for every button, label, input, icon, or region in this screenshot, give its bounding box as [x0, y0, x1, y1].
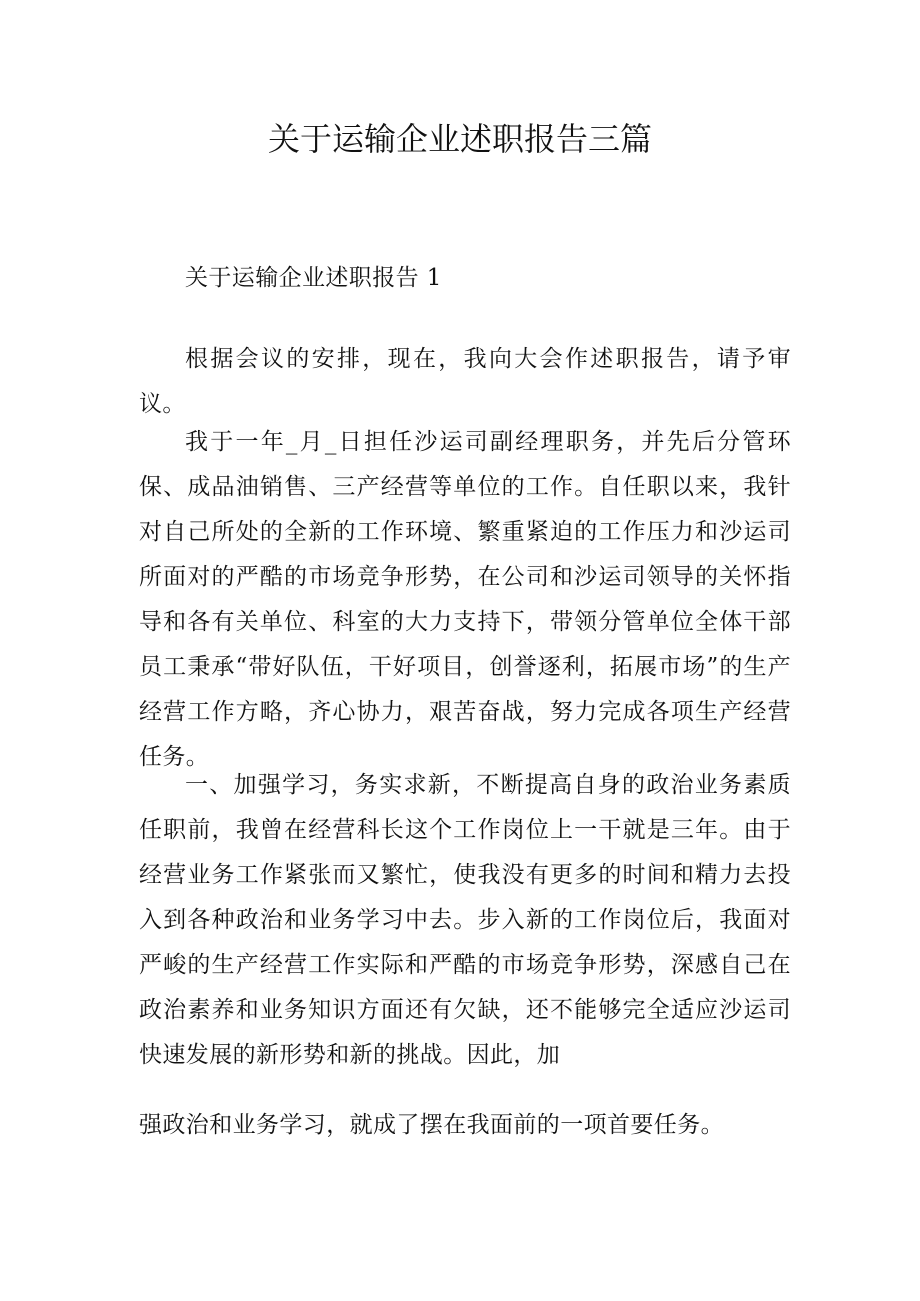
paragraph-continuation: 强政治和业务学习，就成了摆在我面前的一项首要任务。	[139, 1112, 724, 1138]
document-title: 关于运输企业述职报告三篇	[267, 120, 652, 158]
section-heading: 关于运输企业述职报告 1	[185, 265, 442, 291]
paragraph-appointment: 我于一年_月_日担任沙运司副经理职务，并先后分管环保、成品油销售、三产经营等单位的工作。自任职以来，我针对自己所处的全新的工作环境、繁重紧迫的工作压力和沙运司所面对的严酷的市场竞争形势，在公司和沙运司领导的关怀指导和各有关单位、科室的大力支持下，带领分管单位全体干部员工秉承“带好队伍，干好项目，创誉逐利，拓展市场”的生产经营工作方略，齐心协力，艰苦奋战，努力完成各项生产经营任务。	[139, 429, 791, 770]
paragraph-study-section: 一、加强学习，务实求新，不断提高自身的政治业务素质任职前，我曾在经营科长这个工作岗位上一干就是三年。由于经营业务工作紧张而又繁忙，使我没有更多的时间和精力去投入到各种政治和业务学习中去。步入新的工作岗位后，我面对严峻的生产经营工作实际和严酷的市场竞争形势，深感自己在政治素养和业务知识方面还有欠缺，还不能够完全适应沙运司快速发展的新形势和新的挑战。因此，加	[139, 772, 791, 1068]
paragraph-intro: 根据会议的安排，现在，我向大会作述职报告，请予审议。	[139, 346, 791, 417]
